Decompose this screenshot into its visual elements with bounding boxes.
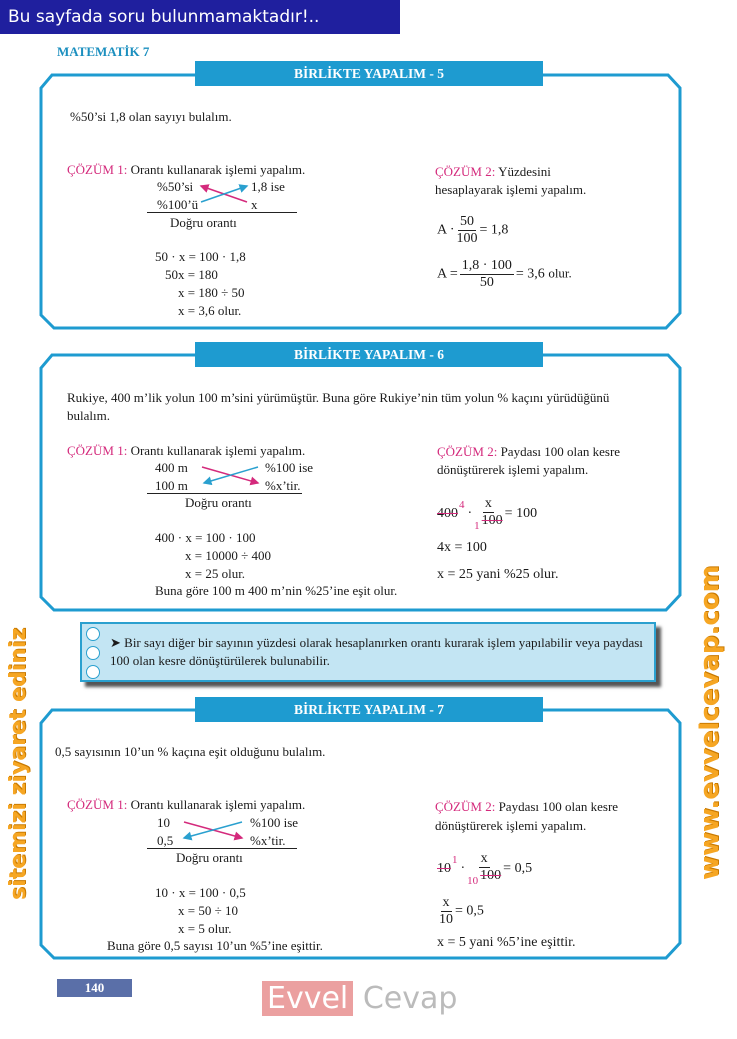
math-term: = 1,8 xyxy=(479,222,509,238)
fraction xyxy=(457,214,478,247)
ratio-right-2: %x’tir. xyxy=(265,478,301,493)
math-term: 10 xyxy=(437,861,451,877)
equation-line: x = 10000 ÷ 400 xyxy=(185,548,271,563)
numerator: x xyxy=(442,895,450,910)
denominator-group xyxy=(467,868,501,887)
watermark-url: www.evvelcevap.com xyxy=(695,565,725,880)
page-number: 140 xyxy=(57,979,132,997)
solution-text: dönüştürerek işlemi yapalım. xyxy=(437,462,589,477)
math-expression xyxy=(437,214,508,247)
watermark-text: sitemizi ziyaret ediniz xyxy=(6,627,31,900)
denominator-group xyxy=(474,513,503,532)
question-text: %50’si 1,8 olan sayıyı bulalım. xyxy=(70,109,232,124)
ratio-right-2: %x’tir. xyxy=(250,833,286,848)
question-text: bulalım. xyxy=(67,408,110,423)
logo-part: Cevap xyxy=(362,981,458,1016)
math-expression xyxy=(437,258,572,291)
math-term: olur. xyxy=(548,265,572,281)
ratio-right-2: x xyxy=(251,197,258,212)
logo-part: Evvel xyxy=(262,981,353,1016)
solution-label: ÇÖZÜM 2: xyxy=(437,444,498,459)
solution-text: dönüştürerek işlemi yapalım. xyxy=(435,818,587,833)
denominator: 100 xyxy=(456,231,478,246)
fraction xyxy=(474,496,503,532)
divider xyxy=(147,848,297,849)
solution-text: Paydası 100 olan kesre xyxy=(500,444,621,459)
cancel-value: 1 xyxy=(474,520,480,532)
math-expression: 4x = 100 xyxy=(437,540,487,555)
math-expression xyxy=(437,895,484,928)
ratio-right-1: 1,8 ise xyxy=(251,179,285,194)
section-title-5: BİRLİKTE YAPALIM - 5 xyxy=(195,61,543,86)
equation-line: Buna göre 0,5 sayısı 10’un %5’ine eşittir. xyxy=(107,938,323,953)
solution-2-heading xyxy=(435,799,618,815)
relation-label: Doğru orantı xyxy=(170,215,237,230)
solution-label: ÇÖZÜM 1: xyxy=(67,797,128,812)
solution-label: ÇÖZÜM 2: xyxy=(435,799,496,814)
solution-text: hesaplayarak işlemi yapalım. xyxy=(435,182,587,197)
math-expression: $400^4\cdot$ $\frac{x}{_1 100}$ = 100 xyxy=(437,496,538,532)
math-expression: $10^1\cdot$ $\frac{x}{_{10} 100}$ = 0,5 xyxy=(437,851,533,887)
question-text: 0,5 sayısının 10’un % kaçına eşit olduğunu bulalım. xyxy=(55,744,326,759)
solution-text: Yüzdesini xyxy=(498,164,551,179)
solution-1-heading xyxy=(67,443,305,459)
math-term: 400 xyxy=(437,506,458,522)
solution-text: Orantı kullanarak işlemi yapalım. xyxy=(130,797,306,812)
solution-label: ÇÖZÜM 1: xyxy=(67,162,128,177)
math-term: A · xyxy=(437,222,455,238)
equation-line: x = 5 olur. xyxy=(178,921,232,936)
ratio-left-1: 10 xyxy=(157,815,170,830)
solution-2-heading xyxy=(435,164,551,180)
denominator: 100 xyxy=(481,513,503,528)
solution-text: Paydası 100 olan kesre xyxy=(498,799,619,814)
evvelcevap-logo xyxy=(262,980,457,1018)
divider xyxy=(147,212,297,213)
cross-arrows-icon xyxy=(195,182,255,206)
ratio-left-2: %100’ü xyxy=(157,197,199,212)
equation-line: 50 · x = 100 · 1,8 xyxy=(155,249,246,264)
cancel-value: 10 xyxy=(467,875,479,887)
relation-label: Doğru orantı xyxy=(176,850,243,865)
equation-line: x = 25 olur. xyxy=(185,566,246,581)
ratio-right-1: %100 ise xyxy=(265,460,314,475)
equation-line: 50x = 180 xyxy=(165,267,218,282)
section-title-7: BİRLİKTE YAPALIM - 7 xyxy=(195,697,543,722)
no-question-banner: Bu sayfada soru bulunmamaktadır!.. xyxy=(0,0,400,34)
numerator: 50 xyxy=(460,214,474,229)
solution-text: Orantı kullanarak işlemi yapalım. xyxy=(130,443,306,458)
equation-line: Buna göre 100 m 400 m’nin %25’ine eşit olur. xyxy=(155,583,398,598)
divider xyxy=(147,493,302,494)
ratio-left-2: 100 m xyxy=(155,478,188,493)
cross-arrows-icon xyxy=(198,463,264,487)
cancel-value: 1 xyxy=(452,854,458,867)
solution-label: ÇÖZÜM 2: xyxy=(435,164,496,179)
denominator: 100 xyxy=(480,868,502,883)
subject-label: MATEMATİK 7 xyxy=(57,44,150,59)
cancel-value: 4 xyxy=(459,499,465,512)
math-expression: x = 5 yani %5’ine eşittir. xyxy=(437,935,576,950)
math-term: = 3,6 xyxy=(515,266,545,282)
equation-line: 400 · x = 100 · 100 xyxy=(155,530,256,545)
equation-line: x = 50 ÷ 10 xyxy=(178,903,238,918)
fraction xyxy=(460,258,514,291)
numerator: x xyxy=(480,851,488,866)
fraction xyxy=(467,851,501,887)
info-note: ➤ Bir sayı diğer bir sayının yüzdesi olarak hesaplanırken orantı kurarak işlem yapılabilir veya paydası 100 olan kesre dönüştürülerek bulunabilir. xyxy=(80,622,656,682)
question-text: Rukiye, 400 m’lik yolun 100 m’sini yürümüştür. Buna göre Rukiye’nin tüm yolun % kaçını yürüdüğünü xyxy=(67,390,610,405)
ring-icon xyxy=(86,627,100,641)
fraction xyxy=(439,895,453,928)
solution-1-heading xyxy=(67,797,305,813)
math-term: A = xyxy=(437,266,458,282)
math-term: = 100 xyxy=(504,506,538,522)
equation-line: x = 3,6 olur. xyxy=(178,303,242,318)
math-expression: x = 25 yani %25 olur. xyxy=(437,567,559,582)
relation-label: Doğru orantı xyxy=(185,495,252,510)
numerator: 1,8 · 100 xyxy=(461,258,512,273)
section-title-6: BİRLİKTE YAPALIM - 6 xyxy=(195,342,543,367)
solution-label: ÇÖZÜM 1: xyxy=(67,443,128,458)
numerator: x xyxy=(484,496,492,511)
denominator: 10 xyxy=(439,912,453,927)
math-term: = 0,5 xyxy=(455,903,484,919)
ratio-left-1: 400 m xyxy=(155,460,188,475)
ratio-right-1: %100 ise xyxy=(250,815,299,830)
solution-text: Orantı kullanarak işlemi yapalım. xyxy=(130,162,306,177)
ring-icon xyxy=(86,665,100,679)
solution-1-heading xyxy=(67,162,305,178)
cross-arrows-icon xyxy=(180,818,246,842)
equation-line: x = 180 ÷ 50 xyxy=(178,285,245,300)
equation-line: 10 · x = 100 · 0,5 xyxy=(155,885,246,900)
solution-2-heading xyxy=(437,444,620,460)
ratio-left-2: 0,5 xyxy=(157,833,174,848)
denominator: 50 xyxy=(479,275,494,290)
ratio-left-1: %50’si xyxy=(157,179,194,194)
math-term: = 0,5 xyxy=(503,861,533,877)
ring-icon xyxy=(86,646,100,660)
